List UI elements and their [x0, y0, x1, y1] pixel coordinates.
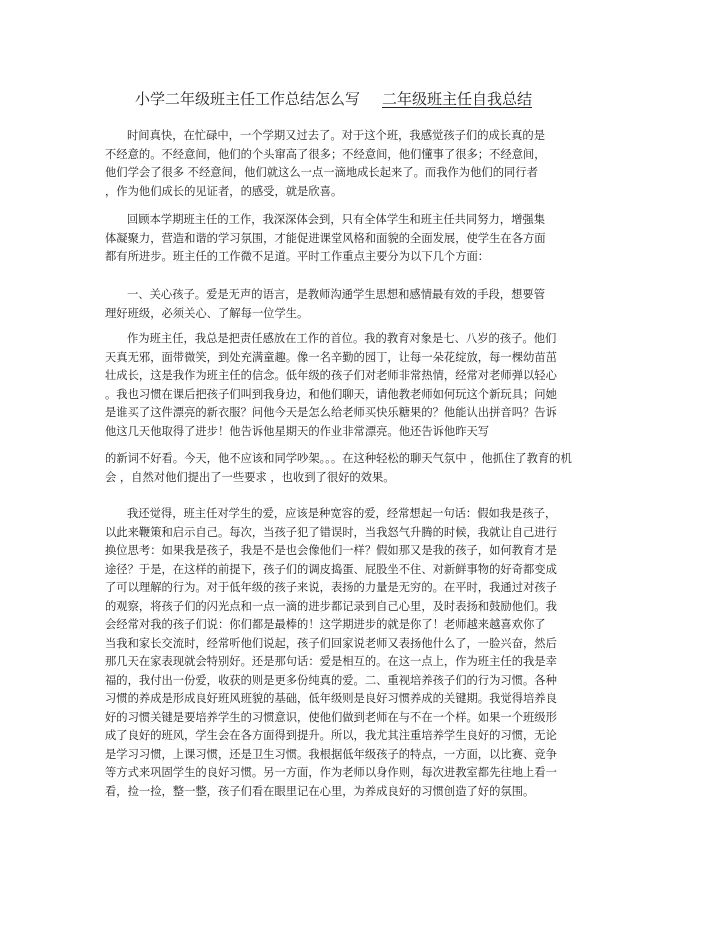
paragraph-line: 福的，我付出一份爱，收获的则是更多份纯真的爱。二、重视培养孩子们的行为习惯。各种	[105, 673, 557, 687]
paragraph-continuation	[105, 450, 705, 487]
paragraph-line: 会经常对我的孩子们说：你们都是最棒的！这学期进步的就是你了！老师越来越喜欢你了	[105, 618, 546, 631]
paragraph-line: 等方式来巩固学生的良好习惯。另一方面，作为老师以身作则，每次进教室都先往地上看一	[105, 766, 557, 779]
paragraph-line: 看，捡一捡，整一整，孩子们看在眼里记在心里，为养成良好的习惯创造了好的氛围。	[105, 784, 535, 798]
page-title	[135, 88, 615, 110]
paragraph-line: 那几天在家表现就会特别好。还是那句话：爱是相互的。在这一点上，作为班主任的我是幸	[105, 655, 557, 668]
paragraph-line: 时间真快，在忙碌中，一个学期又过去了。对于这个班，我感觉孩子们的成长真的是	[127, 129, 545, 142]
paragraph-line: 体凝聚力，营造和谐的学习氛围，才能促进课堂风格和面貌的全面发展，使学生在各方面	[105, 231, 546, 245]
paragraph-line: 理好班级，必须关心、了解每一位学生。	[105, 306, 309, 320]
paragraph-section-one	[105, 286, 583, 323]
paragraph-line: 的观察，将孩子们的闪光点和一点一滴的进步都记录到自己心里，及时表扬和鼓励他们。我	[105, 599, 557, 613]
paragraph-line: 的新词不好看。今天，他不应该和同学吵架。。。在这种轻松的聊天气氛中 ，他抓住了教育的机	[105, 452, 572, 465]
paragraph-line: 作为班主任，我总是把责任感放在工作的首位。我的教育对象是七、八岁的孩子。他们	[127, 332, 557, 345]
paragraph-line: 都有所进步。班主任的工作微不足道。平时工作重点主要分为以下几个方面：	[105, 250, 490, 263]
paragraph-line: 是谁买了这件漂亮的新衣服？问他今天是怎么给老师买快乐糖果的？他能认出拼音吗？告诉	[105, 406, 557, 419]
paragraph-line: 习惯的养成是形成良好班风班貌的基础，低年级则是良好习惯养成的关键期。我觉得培养良	[105, 692, 557, 705]
paragraph-line: 壮成长，这是我作为班主任的信念。低年级的孩子们对老师非常热情，经常对老师弹以轻心	[105, 369, 557, 382]
paragraph-tolerance	[105, 505, 583, 801]
paragraph-line: 成了良好的班风，学生会在各方面得到提升。所以，我尤其注重培养学生良好的习惯，无论	[105, 729, 557, 742]
paragraph-line: 。我也习惯在课后把孩子们叫到我身边，和他们聊天，请他教老师如何玩这个新玩具；问她	[105, 387, 557, 401]
paragraph-line: 一、关心孩子。爱是无声的语言，是教师沟通学生思想和感情最有效的手段，想要管	[127, 288, 545, 301]
paragraph-line: 他这几天他取得了进步！他告诉他星期天的作业非常漂亮。他还告诉他昨天写	[105, 424, 490, 438]
paragraph-line: 换位思考：如果我是孩子，我是不是也会像他们一样？假如那又是我的孩子，如何教育才是	[105, 544, 557, 557]
paragraph-line: 当我和家长交流时，经常听他们说起，孩子们回家说老师又表扬他什么了，一脸兴奋，然后	[105, 636, 557, 650]
paragraph-responsibility	[105, 330, 583, 441]
paragraph-line: 我还觉得，班主任对学生的爱，应该是种宽容的爱，经常想起一句话：假如我是孩子，	[127, 507, 557, 520]
title-main: 小学二年级班主任工作总结怎么写	[135, 90, 361, 108]
paragraph-line: 不经意的。不经意间，他们的个头窜高了很多；不经意间，他们懂事了很多；不经意间，	[105, 147, 546, 161]
paragraph-line: 回顾本学期班主任的工作，我深深体会到，只有全体学生和班主任共同努力，增强集	[127, 213, 545, 226]
paragraph-line: 天真无邪，面带微笑，到处充满童趣。像一名辛勤的园丁，让每一朵花绽放，每一棵幼苗茁	[105, 350, 557, 364]
paragraph-line: 他们学会了很多 不经意间，他们就这么一点一滴地成长起来了。而我作为他们的同行者	[105, 166, 538, 179]
paragraph-line: 会 ，自然对他们提出了一些要求 ，也收到了很好的效果。	[105, 470, 395, 484]
paragraph-line: 是学习习惯，上课习惯，还是卫生习惯。我根据低年级孩子的特点，一方面，以比赛、竞争	[105, 747, 557, 761]
paragraph-review	[105, 211, 583, 267]
paragraph-line: 了可以理解的行为。对于低年级的孩子来说，表扬的力量是无穷的。在平时，我通过对孩子	[105, 581, 557, 594]
paragraph-line: 以此来鞭策和启示自己。每次，当孩子犯了错误时，当我怒气升腾的时候，我就让自己进行	[105, 525, 557, 539]
paragraph-intro	[105, 127, 583, 201]
paragraph-line: ，作为他们成长的见证者，的感受，就是欣喜。	[105, 184, 343, 198]
title-sub: 二年级班主任自我总结	[382, 90, 533, 108]
paragraph-line: 途径？于是，在这样的前提下，孩子们的调皮捣蛋、屁股坐不住、对新鲜事物的好奇都变成	[105, 562, 557, 576]
paragraph-line: 好的习惯关键是要培养学生的习惯意识，使他们做到老师在与不在一个样。如果一个班级形	[105, 710, 557, 724]
